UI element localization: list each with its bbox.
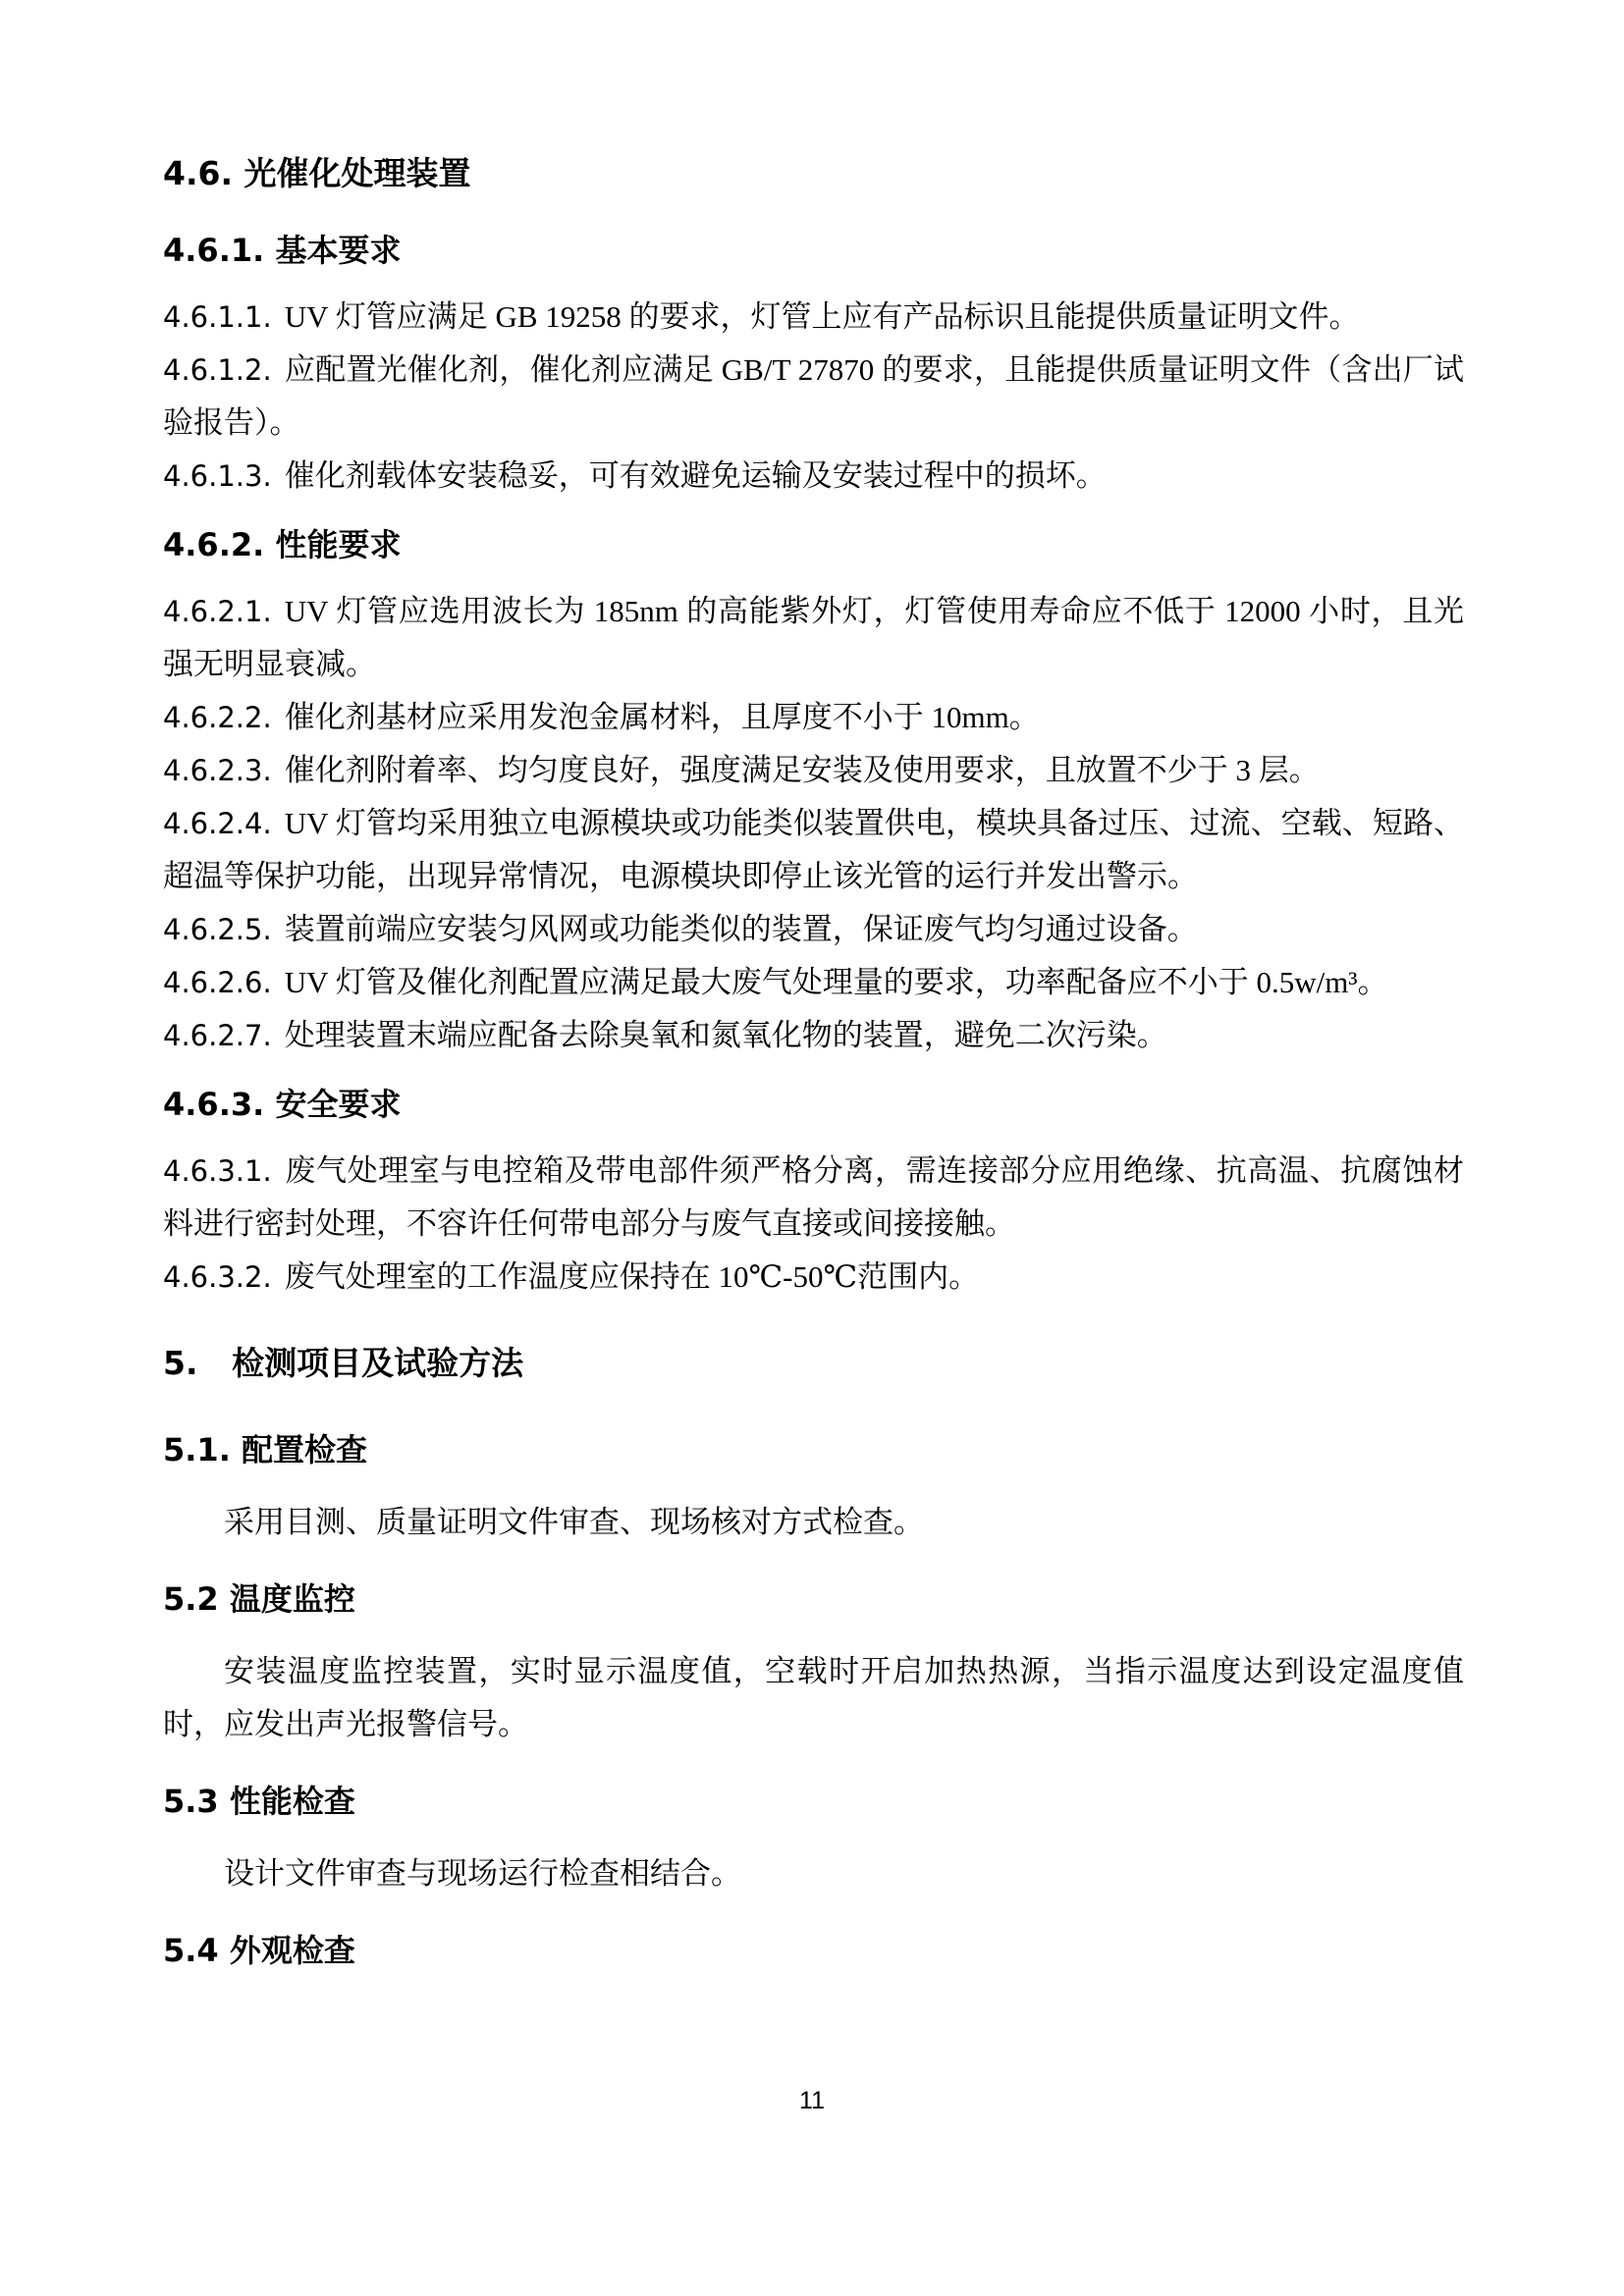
clause-number: 4.6.2.3. bbox=[163, 754, 272, 787]
clause-number: 4.6.3.1. bbox=[163, 1154, 272, 1188]
clause-number: 4.6.2.5. bbox=[163, 913, 272, 946]
subsection-heading-5-2 bbox=[163, 1573, 1464, 1626]
clause-number: 4.6.1.1. bbox=[163, 300, 272, 334]
clause-text: UV 灯管均采用独立电源模块或功能类似装置供电，模块具备过压、过流、空载、短路、超温等保护功能，出现异常情况，电源模块即停止该光管的运行并发出警示。 bbox=[163, 806, 1464, 893]
clause-number: 4.6.2.2. bbox=[163, 701, 272, 734]
clause-text: UV 灯管应满足 GB 19258 的要求，灯管上应有产品标识且能提供质量证明文件。 bbox=[284, 299, 1360, 334]
clause-text: 催化剂附着率、均匀度良好，强度满足安装及使用要求，且放置不少于 3 层。 bbox=[284, 753, 1320, 787]
paragraph-5-1-body bbox=[163, 1496, 1464, 1549]
clause-number: 4.6.1.3. bbox=[163, 459, 272, 493]
clause-4-6-2-7 bbox=[163, 1009, 1464, 1062]
clause-number: 4.6.2.4. bbox=[163, 807, 272, 840]
subsection-heading-5-1 bbox=[163, 1423, 1464, 1476]
paragraph-5-3-body bbox=[163, 1847, 1464, 1900]
subsection-heading-5-4 bbox=[163, 1924, 1464, 1977]
section-heading-4-6 bbox=[163, 147, 1464, 200]
clause-text: 催化剂基材应采用发泡金属材料，且厚度不小于 10mm。 bbox=[284, 700, 1040, 734]
clause-text: 应配置光催化剂，催化剂应满足 GB/T 27870 的要求，且能提供质量证明文件（含出厂试验报告）。 bbox=[163, 352, 1464, 440]
section-number: 4.6. bbox=[163, 154, 233, 192]
clause-4-6-1-2 bbox=[163, 344, 1464, 450]
clause-4-6-2-6 bbox=[163, 956, 1464, 1009]
page-number: 11 bbox=[799, 2087, 825, 2114]
clause-4-6-2-2 bbox=[163, 691, 1464, 744]
clause-number: 4.6.2.7. bbox=[163, 1019, 272, 1052]
subsection-heading-4-6-2 bbox=[163, 518, 1464, 571]
clause-4-6-2-4 bbox=[163, 797, 1464, 903]
clause-text: 装置前端应安装匀风网或功能类似的装置，保证废气均匀通过设备。 bbox=[284, 912, 1198, 946]
section-number: 4.6.2. bbox=[163, 526, 265, 563]
section-title: 性能检查 bbox=[229, 1784, 355, 1819]
paragraph-text: 设计文件审查与现场运行检查相结合。 bbox=[224, 1856, 741, 1891]
clause-text: UV 灯管及催化剂配置应满足最大废气处理量的要求，功率配备应不小于 0.5w/m³。 bbox=[284, 965, 1388, 999]
clause-4-6-1-3 bbox=[163, 450, 1464, 503]
section-title: 配置检查 bbox=[242, 1432, 368, 1468]
clause-text: 处理装置末端应配备去除臭氧和氮氧化物的装置，避免二次污染。 bbox=[284, 1018, 1167, 1052]
clause-text: 废气处理室的工作温度应保持在 10℃-50℃范围内。 bbox=[284, 1259, 980, 1294]
subsection-heading-5-3 bbox=[163, 1775, 1464, 1828]
clause-4-6-2-1 bbox=[163, 585, 1464, 691]
clause-number: 4.6.1.2. bbox=[163, 353, 272, 387]
clause-number: 4.6.3.2. bbox=[163, 1260, 272, 1294]
section-title: 光催化处理装置 bbox=[244, 155, 471, 191]
section-title: 基本要求 bbox=[275, 233, 402, 268]
clause-text: 废气处理室与电控箱及带电部件须严格分离，需连接部分应用绝缘、抗高温、抗腐蚀材料进行密封处理，不容许任何带电部分与废气直接或间接接触。 bbox=[163, 1153, 1464, 1241]
section-title: 温度监控 bbox=[229, 1581, 355, 1617]
clause-text: 催化剂载体安装稳妥，可有效避免运输及安装过程中的损坏。 bbox=[284, 458, 1107, 493]
subsection-heading-4-6-1 bbox=[163, 224, 1464, 277]
section-number: 5.2 bbox=[163, 1580, 219, 1618]
clause-number: 4.6.2.1. bbox=[163, 595, 272, 628]
subsection-heading-4-6-3 bbox=[163, 1078, 1464, 1131]
section-number: 4.6.3. bbox=[163, 1086, 265, 1123]
section-number: 5.3 bbox=[163, 1783, 219, 1820]
clause-4-6-3-2 bbox=[163, 1251, 1464, 1304]
clause-4-6-2-3 bbox=[163, 744, 1464, 797]
section-title: 安全要求 bbox=[275, 1087, 402, 1122]
section-number: 5. bbox=[163, 1344, 198, 1382]
section-number: 5.4 bbox=[163, 1932, 219, 1969]
section-number: 4.6.1. bbox=[163, 232, 265, 269]
clause-4-6-2-5 bbox=[163, 903, 1464, 956]
section-number: 5.1. bbox=[163, 1431, 231, 1468]
clause-4-6-1-1 bbox=[163, 291, 1464, 344]
clause-number: 4.6.2.6. bbox=[163, 966, 272, 999]
section-heading-5 bbox=[163, 1337, 1464, 1390]
paragraph-5-2-body bbox=[163, 1645, 1464, 1751]
paragraph-text: 安装温度监控装置，实时显示温度值，空载时开启加热热源，当指示温度达到设定温度值时，应发出声光报警信号。 bbox=[163, 1654, 1464, 1741]
clause-4-6-3-1 bbox=[163, 1145, 1464, 1251]
section-title: 性能要求 bbox=[275, 527, 402, 562]
paragraph-text: 采用目测、质量证明文件审查、现场核对方式检查。 bbox=[224, 1505, 924, 1539]
section-title: 检测项目及试验方法 bbox=[232, 1345, 524, 1381]
section-title: 外观检查 bbox=[229, 1933, 355, 1968]
clause-text: UV 灯管应选用波长为 185nm 的高能紫外灯，灯管使用寿命应不低于 12000 小时，且光强无明显衰减。 bbox=[163, 594, 1464, 681]
